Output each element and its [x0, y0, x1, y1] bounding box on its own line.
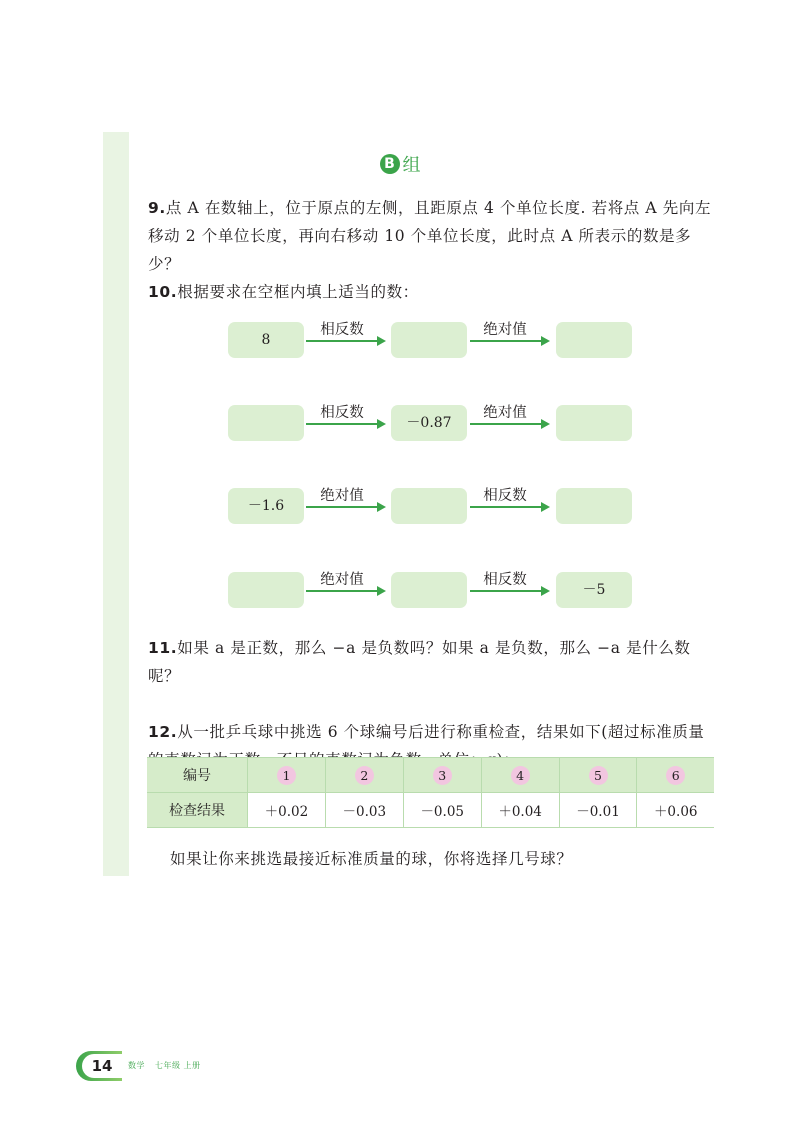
problem-12-text: 从一批乒乓球中挑选 6 个球编号后进行称重检查，结果如下(超过标准质量: [177, 723, 705, 741]
footer-subject: 数学: [128, 1061, 145, 1070]
problem-10-number: 10.: [148, 283, 178, 301]
table-cell: [403, 758, 481, 793]
flow-box: －1.6: [228, 488, 304, 524]
arrow-icon: [470, 501, 550, 513]
table-cell: [559, 758, 637, 793]
flow-op-label: 相反数: [483, 488, 527, 504]
flow-box: －0.87: [391, 405, 467, 441]
flow-op-label: 绝对值: [320, 488, 364, 504]
flow-box: [228, 405, 304, 441]
ball-id-badge: 5: [589, 766, 608, 785]
flow-box: [556, 322, 632, 358]
row-label-id: 编号: [147, 758, 248, 793]
ball-id-badge: 2: [355, 766, 374, 785]
problem-10: [148, 278, 718, 306]
problem-11-number: 11.: [148, 639, 178, 657]
table-cell: －0.03: [325, 793, 403, 828]
arrow-icon: [470, 335, 550, 347]
table-cell: [325, 758, 403, 793]
group-heading-text: 组: [402, 155, 421, 176]
ball-id-badge: 4: [511, 766, 530, 785]
problem-12-number: 12.: [148, 723, 178, 741]
flow-op-label: 相反数: [320, 405, 364, 421]
problem-10-text: 根据要求在空框内填上适当的数：: [177, 283, 419, 301]
table-cell: ＋0.04: [481, 793, 559, 828]
ball-id-badge: 1: [277, 766, 296, 785]
problem-9: [148, 194, 718, 278]
arrow-icon: [470, 585, 550, 597]
margin-strip: [103, 132, 129, 876]
problem-11-text: 如果 a 是正数，那么 −a 是负数吗？如果 a 是负数，那么 −a 是什么数呢？: [148, 639, 691, 685]
arrow-icon: [470, 418, 550, 430]
problem-9-text: 点 A 在数轴上，位于原点的左侧，且距原点 4 个单位长度. 若将点 A 先向左移动 2 个单位长度，再向右移动 10 个单位长度，此时点 A 所表示的数是多少？: [148, 199, 712, 273]
arrow-icon: [306, 585, 386, 597]
page-number: 14: [82, 1054, 122, 1078]
problem-11: [148, 634, 718, 690]
problem-9-number: 9.: [148, 199, 166, 217]
flow-box: －5: [556, 572, 632, 608]
flow-box: [391, 322, 467, 358]
flow-box: 8: [228, 322, 304, 358]
flow-box: [391, 572, 467, 608]
flow-box: [556, 405, 632, 441]
arrow-icon: [306, 418, 386, 430]
table-row: [147, 793, 714, 828]
table-cell: －0.01: [559, 793, 637, 828]
flow-op-label: 相反数: [483, 572, 527, 588]
flow-op-label: 绝对值: [483, 322, 527, 338]
flow-box: [228, 572, 304, 608]
table-cell: [248, 758, 326, 793]
table-cell: ＋0.02: [248, 793, 326, 828]
table-row: [147, 758, 714, 793]
group-badge: B: [380, 154, 400, 174]
page-number-tab: [76, 1051, 122, 1081]
group-heading: [0, 151, 800, 177]
arrow-icon: [306, 501, 386, 513]
flow-op-label: 绝对值: [320, 572, 364, 588]
footer-grade: 七年级 上册: [155, 1061, 201, 1070]
row-label-result: 检查结果: [147, 793, 248, 828]
ball-id-badge: 3: [433, 766, 452, 785]
footer-book-title: [128, 1060, 211, 1071]
weight-table: [147, 757, 714, 828]
ball-id-badge: 6: [666, 766, 685, 785]
flow-box: [556, 488, 632, 524]
flow-op-label: 绝对值: [483, 405, 527, 421]
table-cell: [637, 758, 714, 793]
table-cell: [481, 758, 559, 793]
problem-12-question: 如果让你来挑选最接近标准质量的球，你将选择几号球？: [170, 850, 573, 868]
flow-box: [391, 488, 467, 524]
flow-op-label: 相反数: [320, 322, 364, 338]
table-cell: ＋0.06: [637, 793, 714, 828]
arrow-icon: [306, 335, 386, 347]
table-cell: －0.05: [403, 793, 481, 828]
